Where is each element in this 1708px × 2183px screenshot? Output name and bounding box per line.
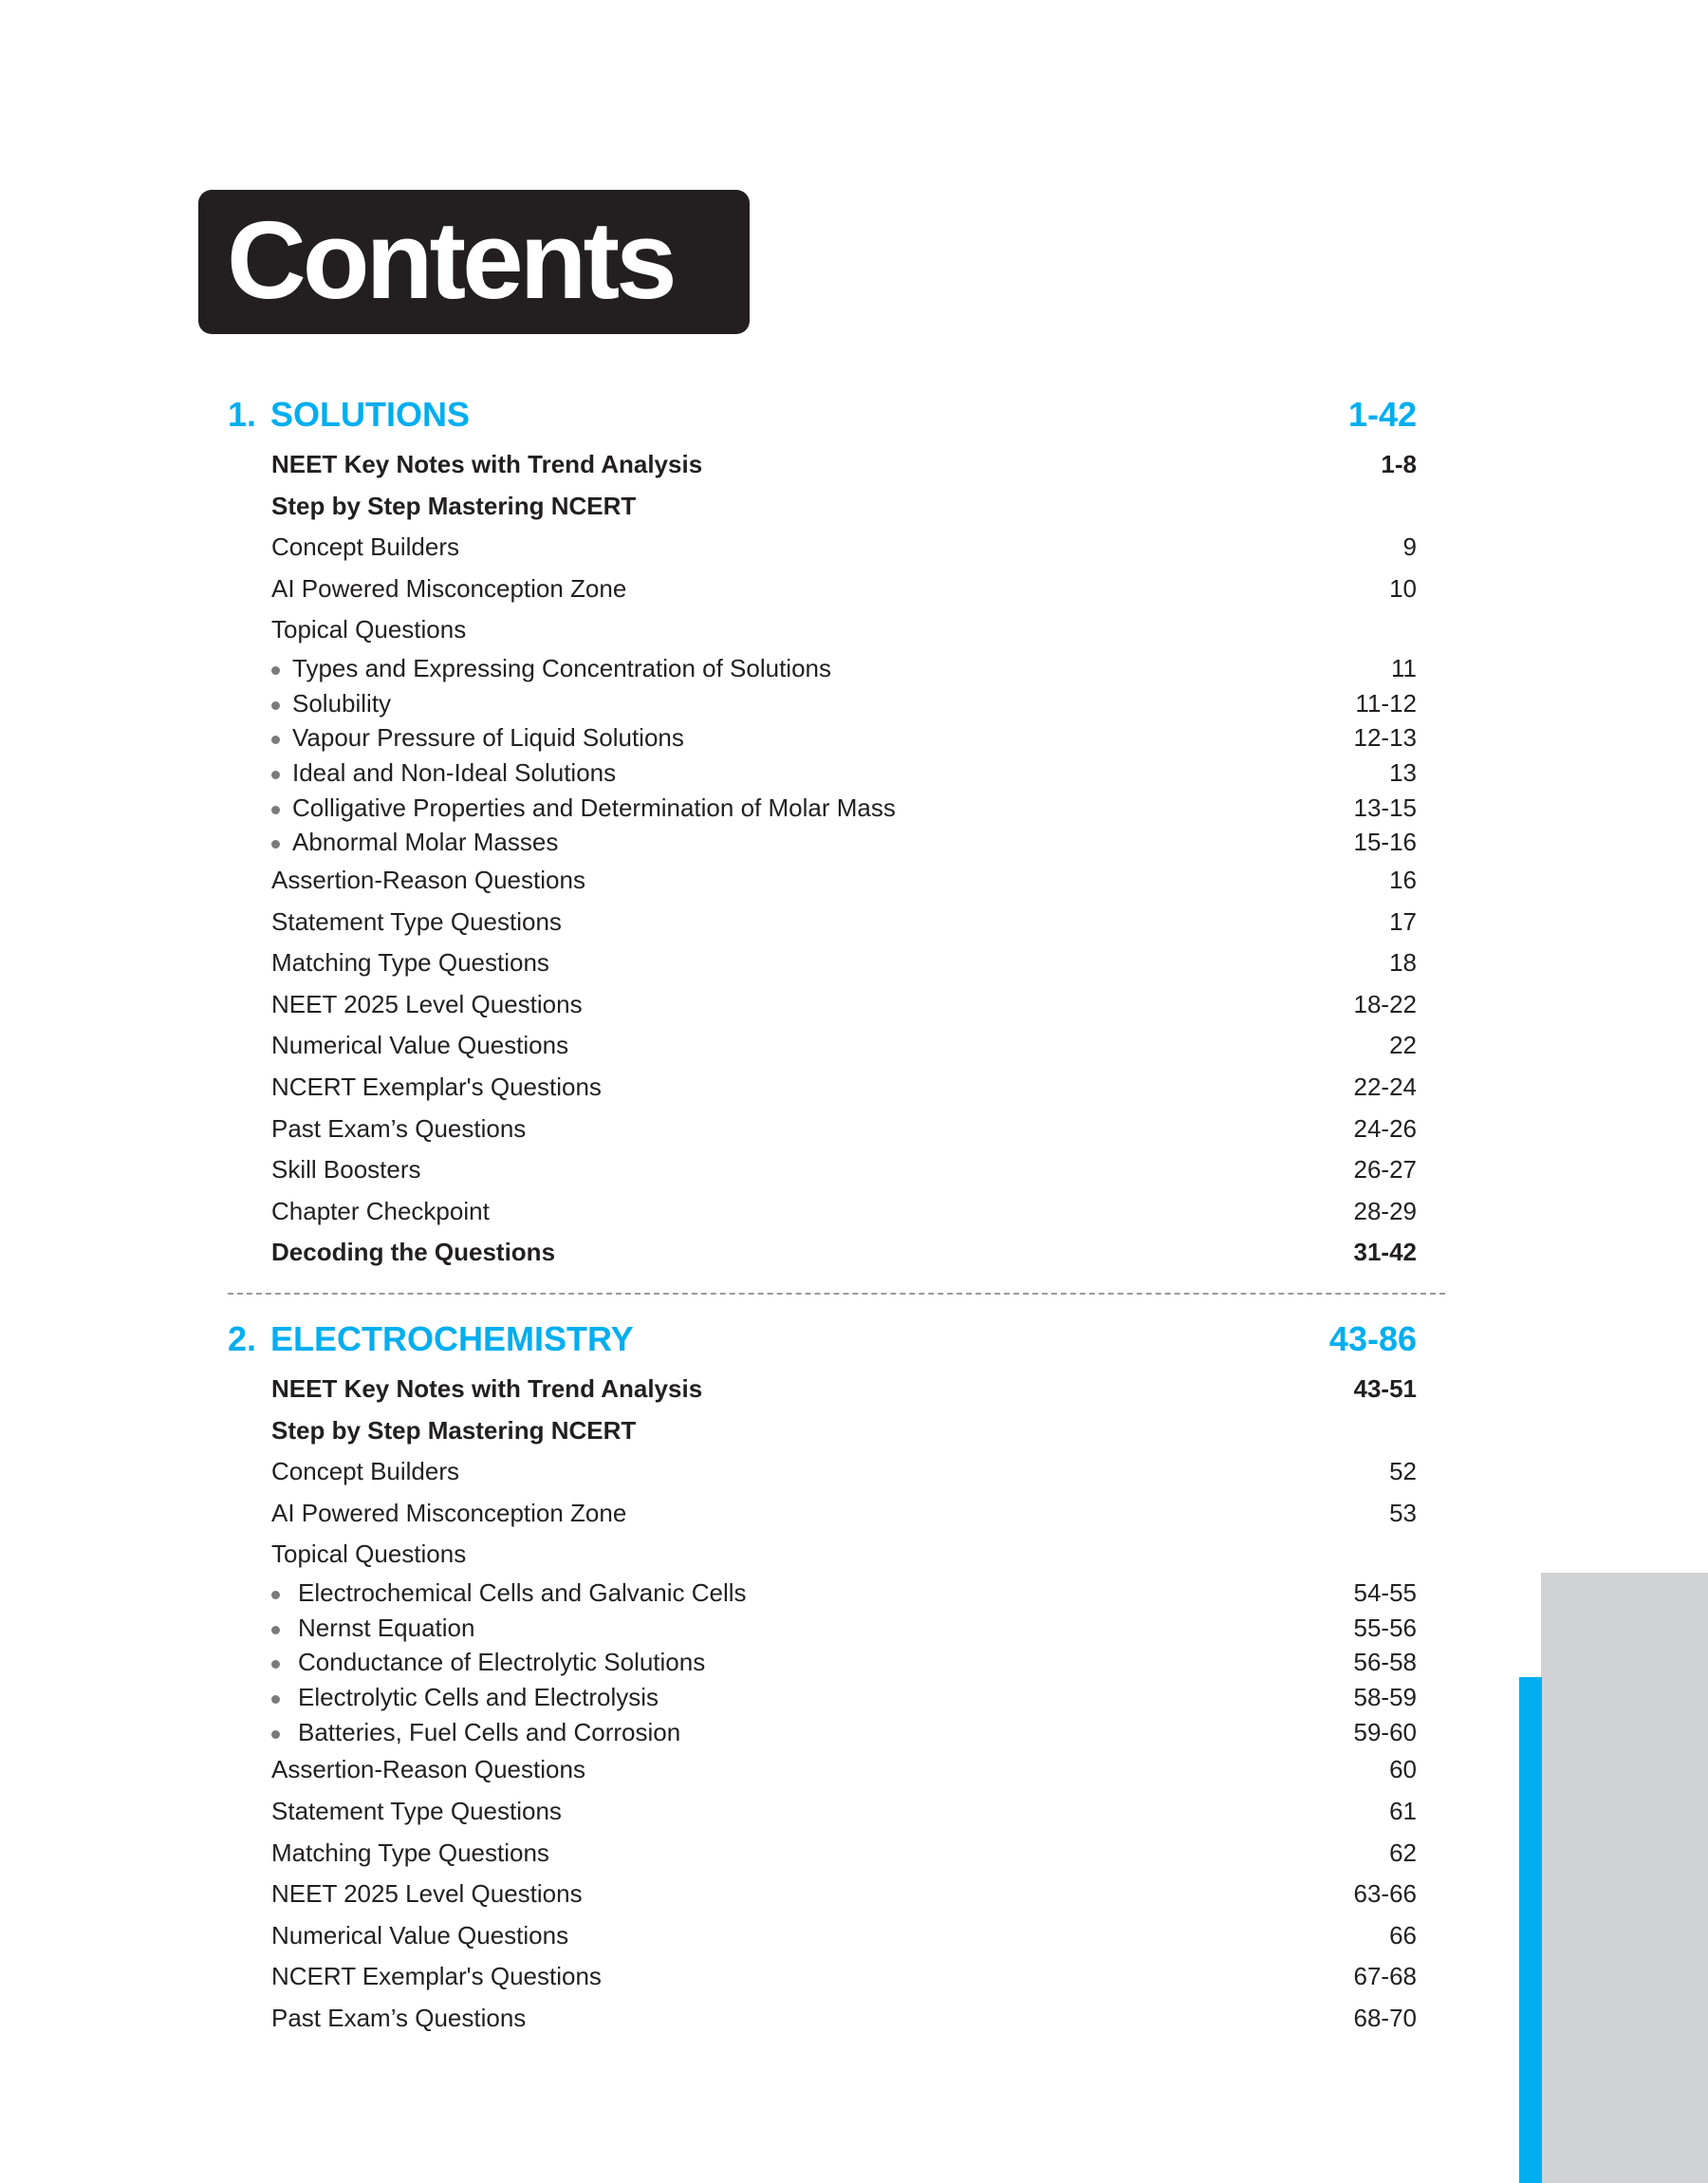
toc-entry-pages: 31-42 (1353, 1238, 1417, 1267)
toc-entry-label: NCERT Exemplar's Questions (271, 1962, 602, 1991)
toc-entry-label: Statement Type Questions (271, 1797, 562, 1826)
toc-entry-row[interactable] (228, 444, 1417, 486)
chapter-name: SOLUTIONS (270, 395, 471, 434)
chapter-heading[interactable] (228, 385, 1417, 444)
toc-entry-label: Solubility (292, 688, 392, 718)
toc-entry-label: Step by Step Mastering NCERT (271, 1415, 637, 1445)
toc-entry-label: Types and Expressing Concentration of Solutions (292, 653, 832, 682)
toc-subtopic-row[interactable] (228, 651, 1417, 686)
bullet-icon (271, 666, 280, 675)
toc-entry-pages: 18 (1389, 948, 1417, 978)
toc-entry-label: Abnormal Molar Masses (292, 828, 559, 857)
toc-entry-pages: 11 (1391, 653, 1417, 682)
toc-entry-label: Statement Type Questions (271, 906, 562, 936)
toc-subtopic-row[interactable] (228, 720, 1417, 756)
chapter-page-range: 1-42 (1347, 395, 1417, 434)
toc-entry-row[interactable] (228, 1191, 1417, 1233)
bullet-icon (271, 1695, 280, 1704)
chapter-divider (228, 1293, 1445, 1295)
toc-subtopic-row[interactable] (228, 791, 1417, 826)
toc-entry-pages: 53 (1389, 1498, 1417, 1527)
toc-entry-label: Past Exam’s Questions (271, 1113, 527, 1143)
toc-entry-label: Matching Type Questions (271, 948, 549, 978)
bullet-icon (271, 701, 280, 710)
toc-entry-row[interactable] (228, 902, 1417, 943)
toc-entry-label: Skill Boosters (271, 1155, 421, 1185)
toc-entry-row[interactable] (228, 860, 1417, 902)
chapter-number: 2. (228, 1319, 257, 1359)
toc-entry-pages: 26-27 (1353, 1155, 1417, 1185)
toc-entry-label: Conductance of Electrolytic Solutions (298, 1648, 706, 1677)
toc-entry-label: Assertion-Reason Questions (271, 866, 585, 895)
toc-entry-pages: 56-58 (1353, 1648, 1417, 1677)
toc-entry-pages: 10 (1389, 573, 1417, 603)
toc-entry-row[interactable] (228, 942, 1417, 984)
toc-entry-pages: 22-24 (1353, 1073, 1417, 1102)
toc-entry-label: NEET Key Notes with Trend Analysis (271, 450, 703, 478)
toc-entry-row[interactable] (228, 1791, 1417, 1833)
toc-entry-row[interactable] (228, 1998, 1417, 2040)
toc-entry-pages: 24-26 (1353, 1113, 1417, 1143)
bullet-icon (271, 806, 280, 814)
toc-entry-label: Batteries, Fuel Cells and Corrosion (298, 1717, 681, 1746)
toc-entry-label: NEET 2025 Level Questions (271, 1879, 583, 1909)
toc-entry-row[interactable] (228, 1493, 1417, 1535)
toc-entry-label: Numerical Value Questions (271, 1920, 569, 1950)
toc-entry-label: Past Exam’s Questions (271, 2004, 527, 2032)
toc-entry-pages: 66 (1389, 1920, 1417, 1950)
toc-subtopic-row[interactable] (228, 825, 1417, 860)
toc-entry-pages: 9 (1402, 532, 1417, 562)
toc-entry-label: Nernst Equation (298, 1613, 475, 1642)
toc-entry-label: NCERT Exemplar's Questions (271, 1073, 602, 1102)
toc-entry-pages: 13-15 (1353, 793, 1417, 822)
toc-entry-pages: 62 (1389, 1838, 1417, 1867)
toc-entry-row[interactable] (228, 1410, 1417, 1452)
toc-entry-row[interactable] (228, 1915, 1417, 1957)
toc-entry-row[interactable] (228, 1109, 1417, 1150)
toc-entry-label: Vapour Pressure of Liquid Solutions (292, 723, 684, 753)
toc-entry-row[interactable] (228, 1369, 1417, 1410)
chapter-name: ELECTROCHEMISTRY (270, 1319, 634, 1359)
toc-entry-pages: 12-13 (1353, 723, 1417, 753)
toc-entry-row[interactable] (228, 1025, 1417, 1067)
chapter-number: 1. (228, 395, 257, 434)
toc-subtopic-row[interactable] (228, 686, 1417, 721)
toc-entry-label: Topical Questions (271, 615, 467, 644)
toc-entry-label: Assertion-Reason Questions (271, 1755, 585, 1784)
toc-entry-row[interactable] (228, 486, 1417, 528)
toc-entry-label: Decoding the Questions (271, 1238, 556, 1267)
toc-entry-row[interactable] (228, 1451, 1417, 1493)
toc-entry-pages: 58-59 (1353, 1683, 1417, 1712)
toc-entry-label: Concept Builders (271, 1457, 459, 1486)
toc-subtopic-row[interactable] (228, 1645, 1417, 1680)
toc-entry-row[interactable] (228, 1149, 1417, 1191)
toc-subtopic-row[interactable] (228, 1680, 1417, 1715)
toc-entry-row[interactable] (228, 1067, 1417, 1109)
toc-entry-pages: 59-60 (1353, 1717, 1417, 1746)
toc-entry-pages: 28-29 (1353, 1196, 1417, 1225)
toc-entry-label: AI Powered Misconception Zone (271, 573, 627, 603)
toc-entry-label: NEET Key Notes with Trend Analysis (271, 1374, 703, 1404)
toc-entry-pages: 18-22 (1353, 989, 1417, 1018)
toc-subtopic-row[interactable] (228, 1611, 1417, 1646)
toc-entry-row[interactable] (228, 1833, 1417, 1875)
toc-entry-pages: 61 (1389, 1797, 1417, 1826)
toc-entry-row[interactable] (228, 1232, 1417, 1274)
toc-entry-row[interactable] (228, 569, 1417, 610)
toc-entry-pages: 16 (1389, 866, 1417, 895)
toc-entry-row[interactable] (228, 1534, 1417, 1576)
side-tab-accent (1519, 1677, 1542, 2183)
toc-entry-label: Ideal and Non-Ideal Solutions (292, 758, 617, 788)
bullet-icon (271, 840, 280, 849)
bullet-icon (271, 1660, 280, 1669)
chapter-page-range: 43-86 (1328, 1319, 1417, 1359)
toc-entry-label: Step by Step Mastering NCERT (271, 491, 637, 520)
toc-subtopic-row[interactable] (228, 1715, 1417, 1750)
toc-entry-pages: 15-16 (1353, 828, 1417, 857)
toc-entry-pages: 43-51 (1353, 1374, 1417, 1404)
page-title: Contents (227, 198, 674, 322)
toc-entry-row[interactable] (228, 527, 1417, 569)
toc-entry-pages: 1-8 (1381, 450, 1417, 478)
toc-entry-pages: 11-12 (1355, 688, 1417, 718)
toc-entry-label: Topical Questions (271, 1539, 467, 1569)
toc-subtopic-row[interactable] (228, 756, 1417, 791)
toc-entry-label: AI Powered Misconception Zone (271, 1498, 627, 1527)
toc-entry-pages: 68-70 (1353, 2004, 1417, 2032)
contents-title-box (198, 190, 750, 334)
side-tab-gray (1541, 1573, 1708, 2183)
toc-entry-label: NEET 2025 Level Questions (271, 989, 583, 1018)
bullet-icon (271, 1626, 280, 1634)
bullet-icon (271, 1730, 280, 1739)
toc-entry-label: Numerical Value Questions (271, 1031, 569, 1060)
toc-entry-row[interactable] (228, 1956, 1417, 1998)
toc-entry-label: Electrochemical Cells and Galvanic Cells (298, 1578, 747, 1607)
toc-entry-pages: 22 (1389, 1031, 1417, 1060)
bullet-icon (271, 1591, 280, 1599)
toc-entry-row[interactable] (228, 984, 1417, 1026)
toc-entry-pages: 17 (1389, 906, 1417, 936)
toc-entry-label: Matching Type Questions (271, 1838, 549, 1867)
toc-entry-pages: 54-55 (1353, 1578, 1417, 1607)
toc-entry-label: Colligative Properties and Determination of Molar Mass (292, 793, 896, 822)
toc-entry-pages: 55-56 (1353, 1613, 1417, 1642)
bullet-icon (271, 771, 280, 779)
toc-entry-pages: 60 (1389, 1755, 1417, 1784)
toc-entry-row[interactable] (228, 1874, 1417, 1915)
toc-entry-label: Concept Builders (271, 532, 459, 562)
toc-entry-pages: 67-68 (1353, 1962, 1417, 1991)
toc-subtopic-row[interactable] (228, 1576, 1417, 1611)
toc-entry-label: Chapter Checkpoint (271, 1196, 490, 1225)
toc-entry-pages: 13 (1389, 758, 1417, 788)
bullet-icon (271, 736, 280, 744)
toc-entry-row[interactable] (228, 609, 1417, 651)
chapter-heading[interactable] (228, 1310, 1417, 1369)
table-of-contents (228, 385, 1417, 2040)
toc-entry-pages: 63-66 (1353, 1879, 1417, 1909)
toc-entry-row[interactable] (228, 1749, 1417, 1791)
toc-entry-label: Electrolytic Cells and Electrolysis (298, 1683, 659, 1712)
toc-entry-pages: 52 (1389, 1457, 1417, 1486)
